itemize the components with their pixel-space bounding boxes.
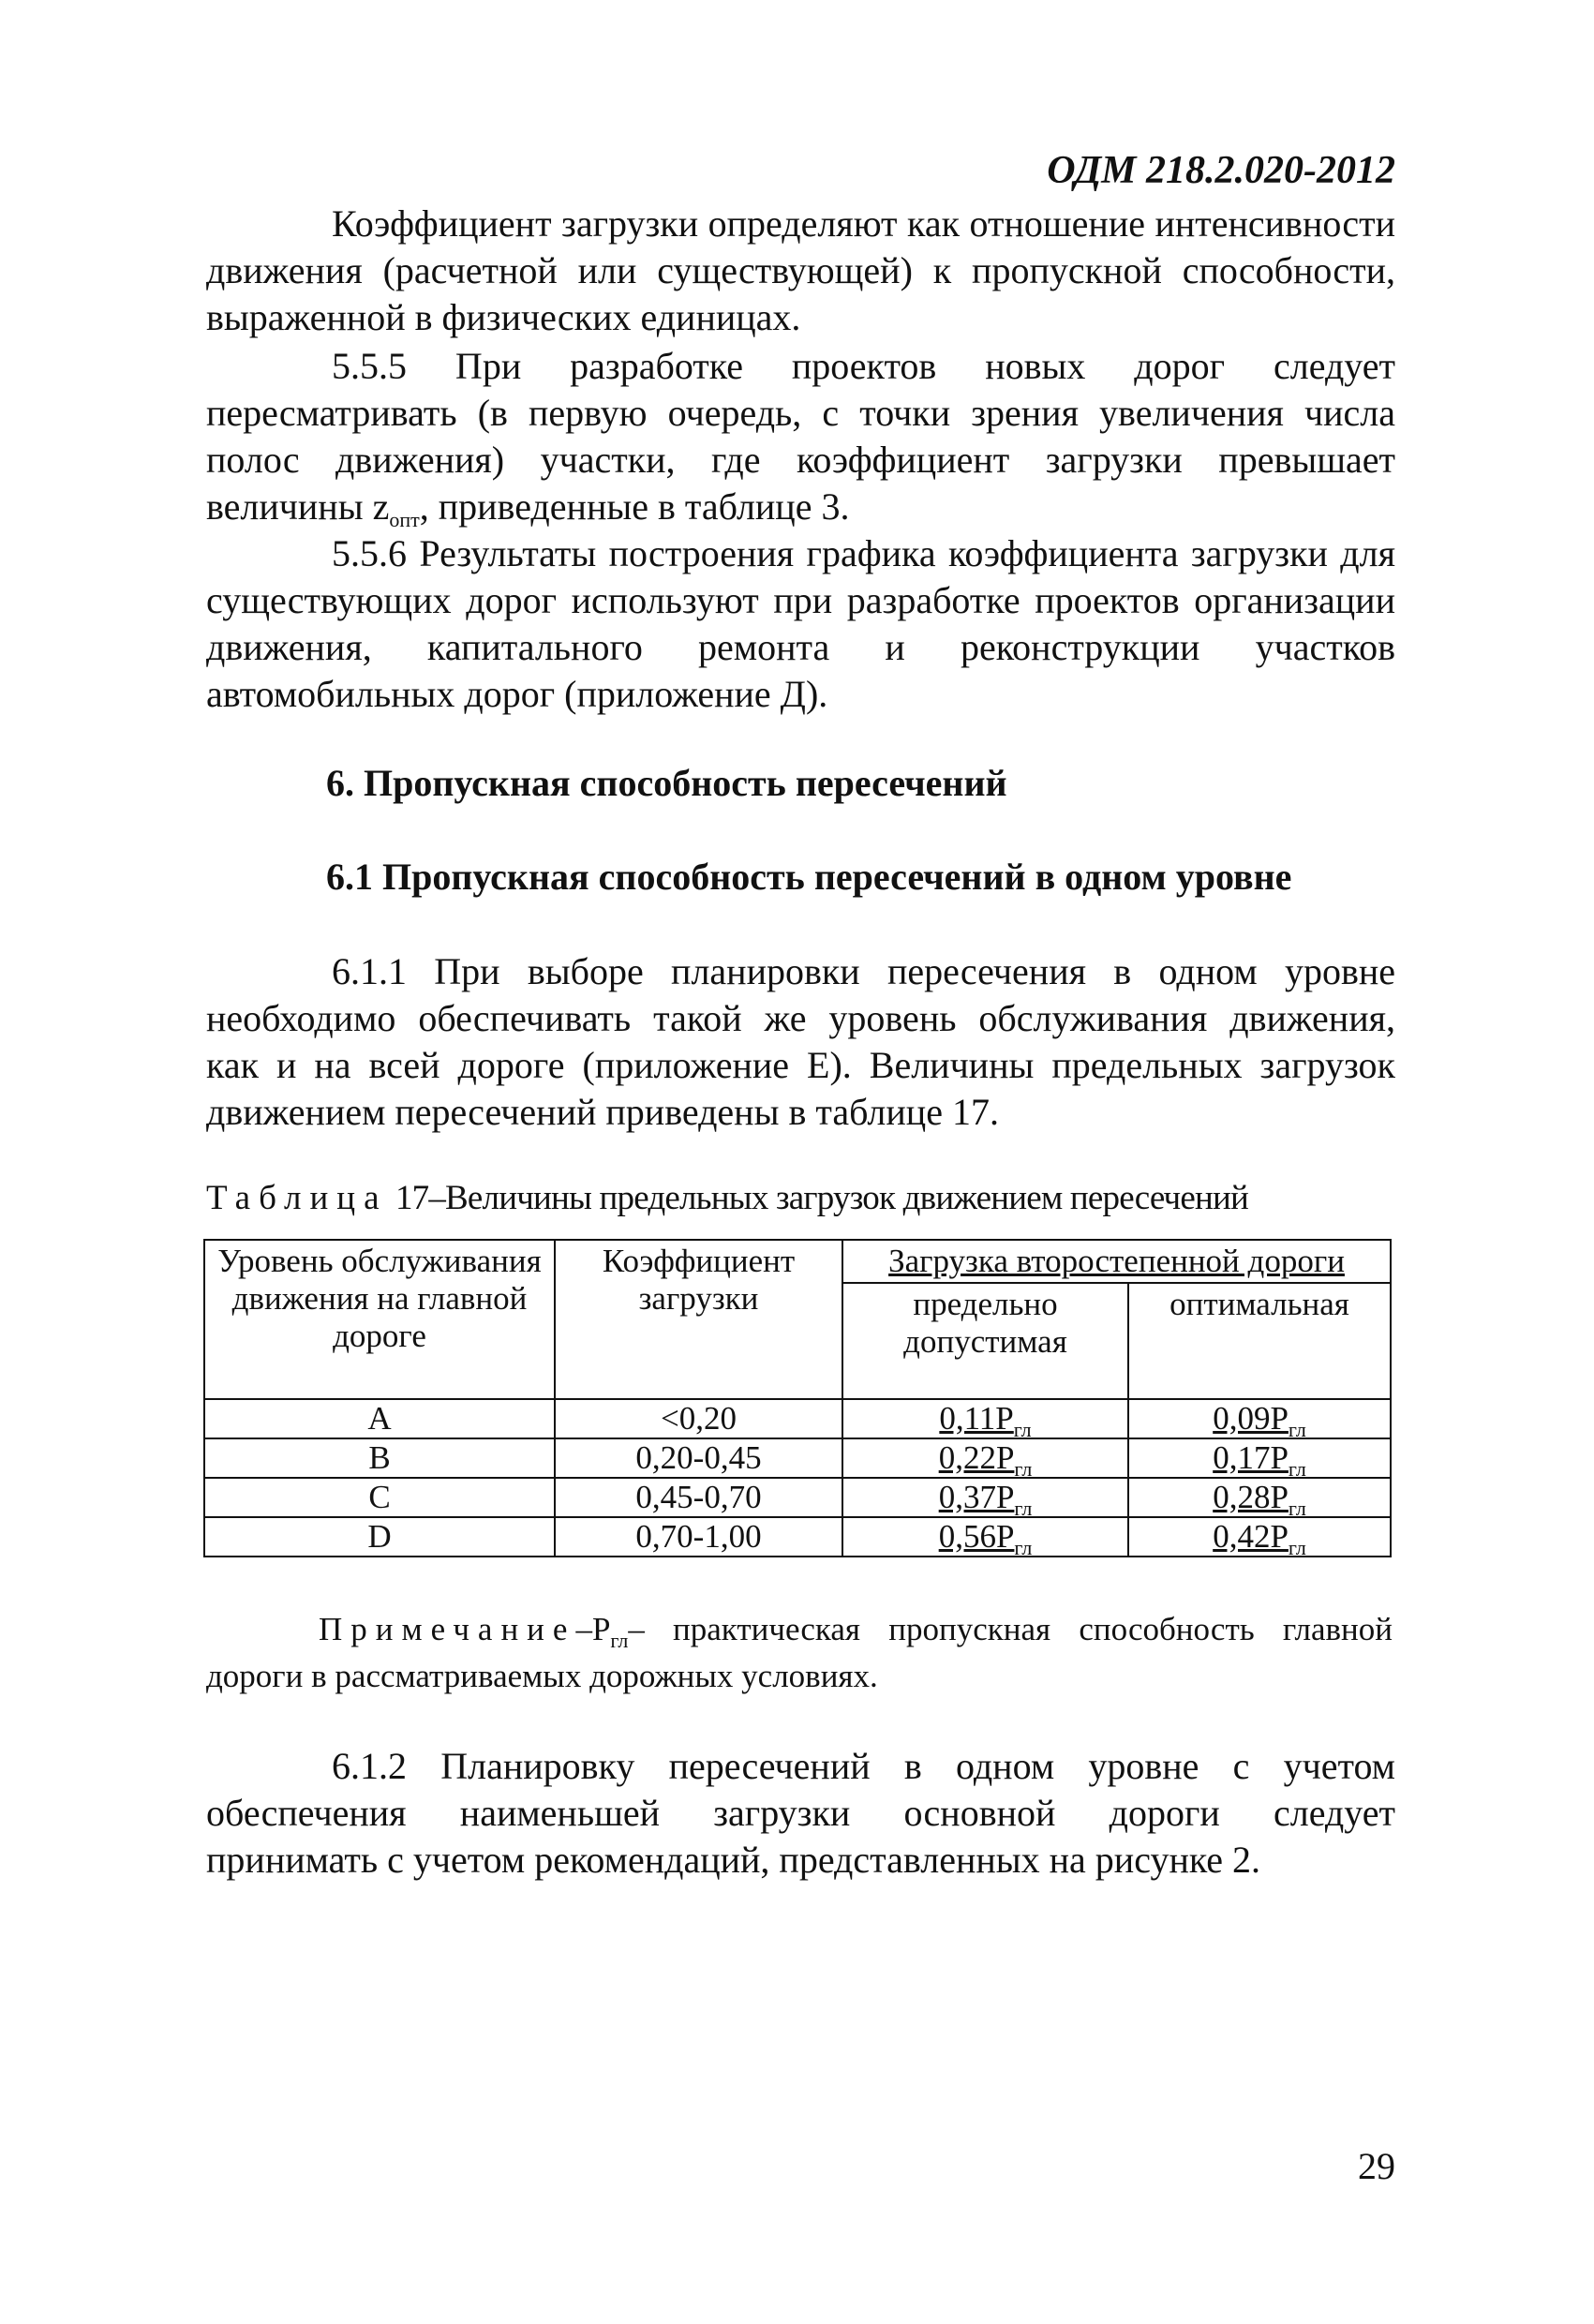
table-17-caption: [206, 1178, 1395, 1218]
p555-line-4: величины $z_{опт}$, приведенные в таблице 3.: [206, 485, 850, 531]
header-coef: Коэффициент загрузки: [555, 1240, 842, 1399]
intro-line-2: движения (расчетной или существующей) к пропускной способности,: [206, 249, 1395, 291]
table-row: C 0,45-0,70 $0,37P_{гл}$ $0,28P_{гл}$: [204, 1478, 1391, 1517]
section-6-heading: 6. Пропускная способность пересечений: [326, 762, 1007, 804]
p555-line-3: полос движения) участки, где коэффициент загрузки превышает: [206, 439, 1395, 481]
table-caption-label: Таблица: [206, 1179, 388, 1217]
table-row: D 0,70-1,00 $0,56P_{гл}$ $0,42P_{гл}$: [204, 1517, 1391, 1557]
paragraph-intro: [206, 201, 1395, 341]
header-level: Уровень обслуживания движения на главной дороге: [204, 1240, 555, 1399]
p612-line-2: обеспечения наименьшей загрузки основной дороги следует: [206, 1792, 1395, 1834]
paragraph-5-5-6: [206, 530, 1395, 718]
intro-line-1: Коэффициент загрузки определяют как отношение интенсивности: [332, 202, 1395, 245]
table-caption-text: 17–Величины предельных загрузок движением пересечений: [387, 1179, 1248, 1217]
header-max: предельно допустимая: [842, 1283, 1128, 1399]
p612-line-1: 6.1.2 Планировку пересечений в одном уровне с учетом: [332, 1745, 1395, 1787]
page-number: 29: [1358, 2145, 1395, 2187]
p612-line-3: принимать с учетом рекомендаций, представленных на рисунке 2.: [206, 1839, 1261, 1881]
paragraph-5-5-5: [206, 343, 1395, 530]
table-header-row-1: [204, 1240, 1391, 1283]
p556-line-4: автомобильных дорог (приложение Д).: [206, 673, 828, 715]
p555-line-2: пересматривать (в первую очередь, с точки зрения увеличения числа: [206, 392, 1395, 434]
p611-line-3: как и на всей дороге (приложение Е). Величины предельных загрузок: [206, 1044, 1395, 1086]
intro-line-3: выраженной в физических единицах.: [206, 296, 801, 338]
p611-line-4: движением пересечений приведены в таблице 17.: [206, 1091, 999, 1133]
note-label: Примечание: [319, 1611, 576, 1647]
table-row: A <0,20 $0,11P_{гл}$ $0,09P_{гл}$: [204, 1399, 1391, 1438]
z-opt-subscript: опт: [389, 508, 420, 531]
p556-line-2: существующих дорог используют при разработке проектов организации: [206, 579, 1395, 621]
p555-line-1: 5.5.5 При разработке проектов новых дорог следует: [332, 345, 1395, 387]
section-6-1-heading: 6.1 Пропускная способность пересечений в одном уровне: [326, 856, 1292, 898]
p556-line-1: 5.5.6 Результаты построения графика коэффициента загрузки для: [332, 532, 1395, 574]
p611-line-2: необходимо обеспечивать такой же уровень обслуживания движения,: [206, 997, 1395, 1039]
document-code: ОДМ 218.2.020-2012: [1047, 149, 1395, 192]
table-note: Примечание–$P_{гл}-$ практическая пропускная способность главной дороги в рассматриваемых дорожных условиях.: [206, 1611, 1393, 1694]
paragraph-6-1-2: [206, 1743, 1395, 1884]
paragraph-6-1-1: [206, 948, 1395, 1136]
table-17: [203, 1239, 1392, 1557]
p611-line-1: 6.1.1 При выборе планировки пересечения в одном уровне: [332, 950, 1395, 992]
note-text: – практическая пропускная способность главной дороги в рассматриваемых дорожных условиях.: [206, 1611, 1393, 1694]
table-row: B 0,20-0,45 $0,22P_{гл}$ $0,17P_{гл}$: [204, 1438, 1391, 1478]
header-secondary: Загрузка второстепенной дороги: [842, 1240, 1391, 1283]
header-opt: оптимальная: [1128, 1283, 1391, 1399]
p556-line-3: движения, капитального ремонта и реконструкции участков: [206, 626, 1395, 668]
